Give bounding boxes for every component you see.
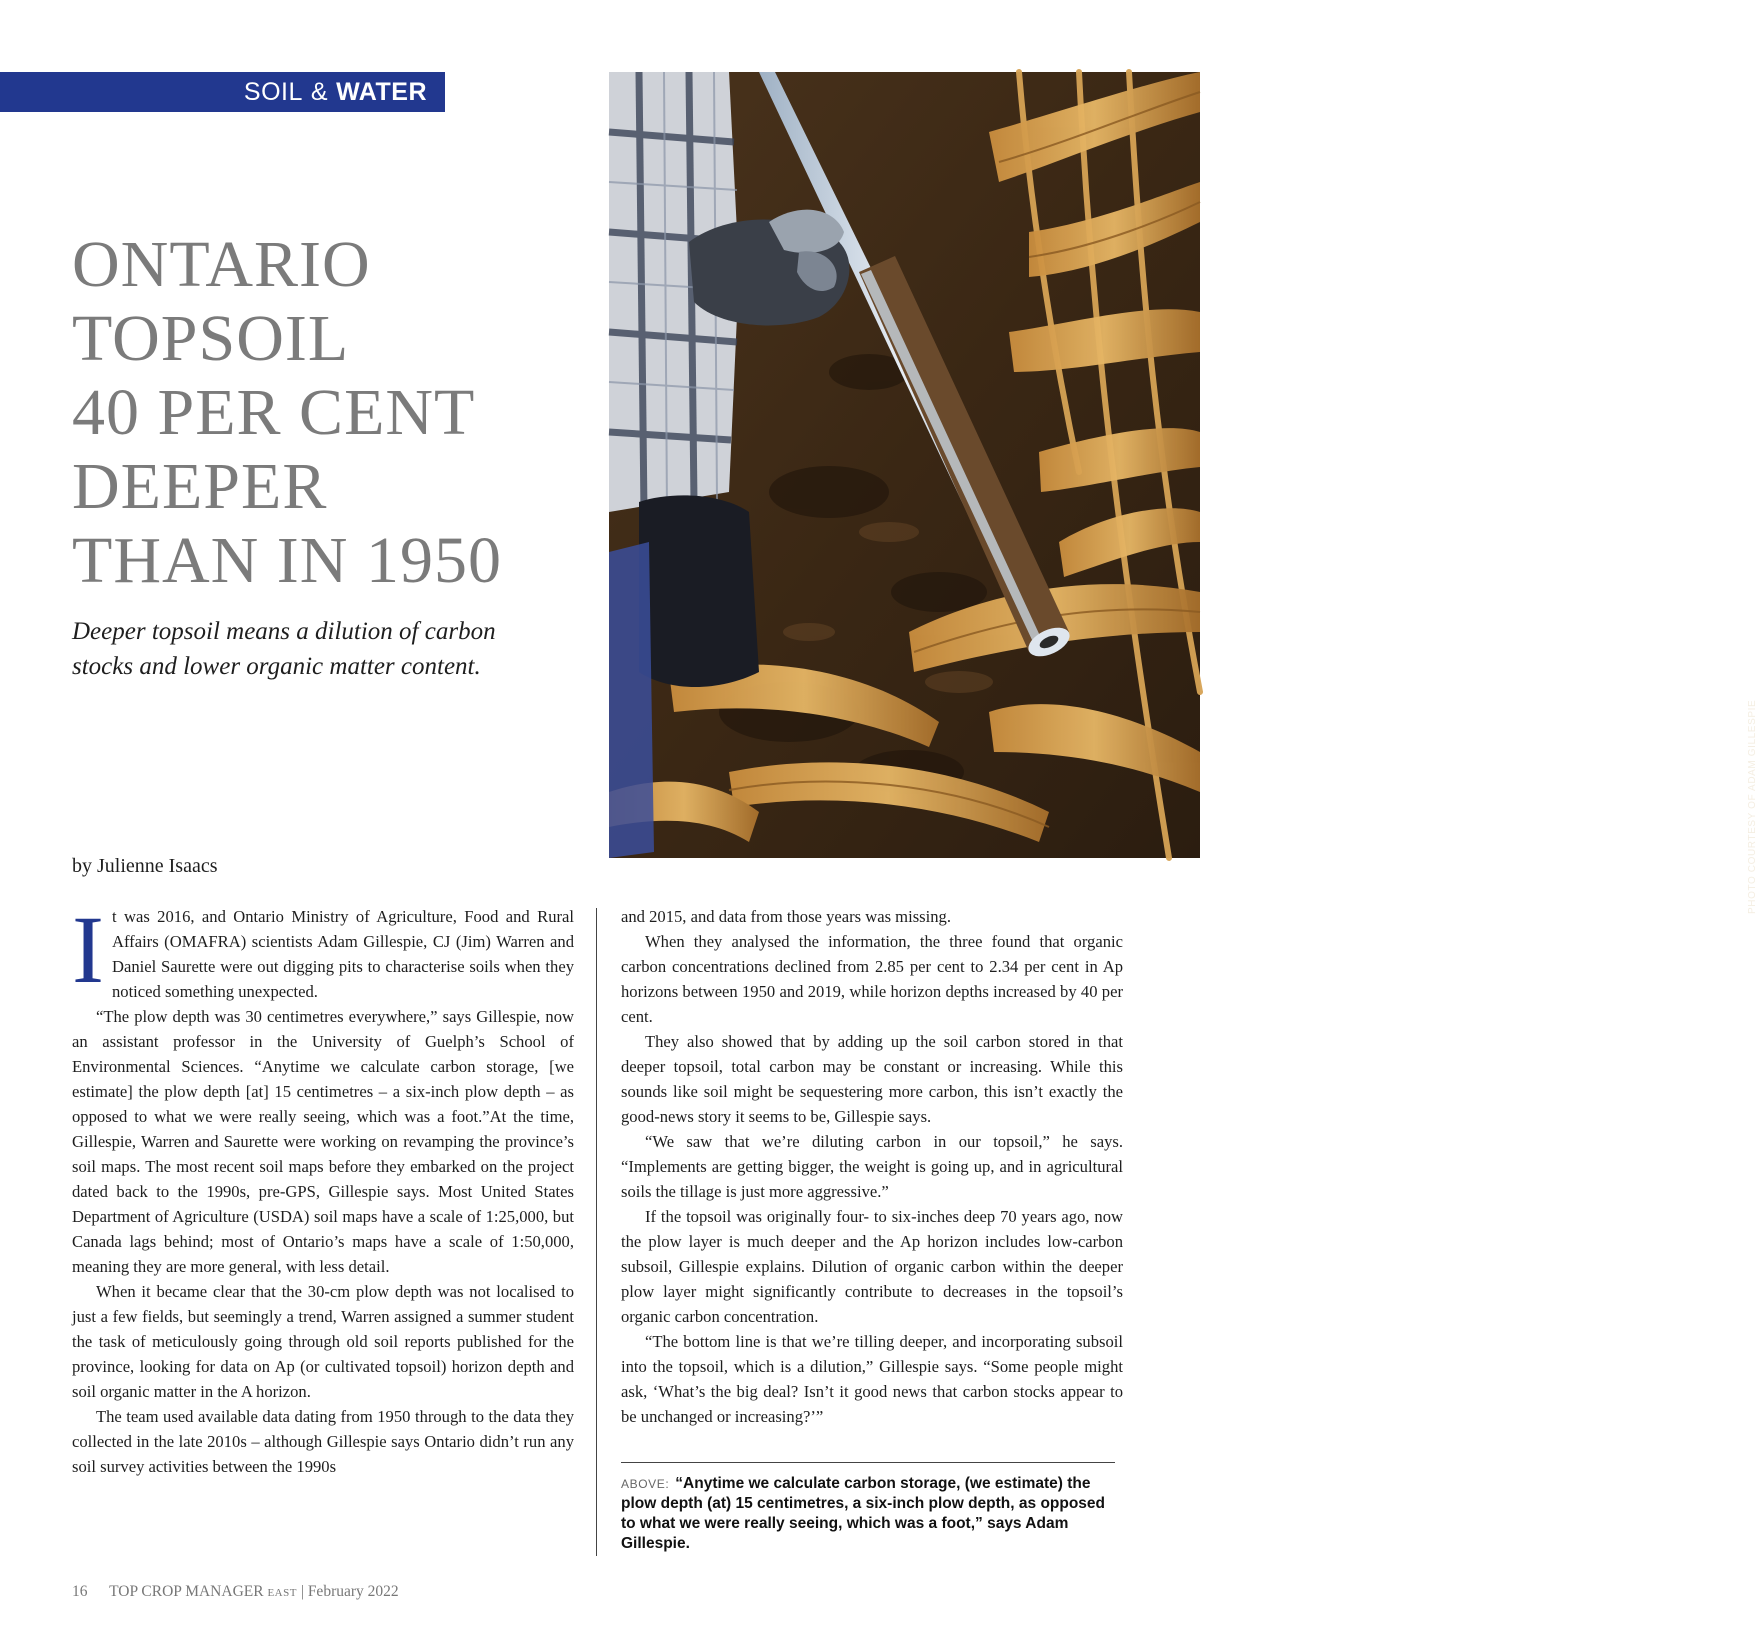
headline-line: THAN IN 1950: [72, 524, 502, 597]
publication-edition: EAST: [267, 1587, 297, 1599]
article-paragraph: and 2015, and data from those years was missing.: [621, 907, 951, 926]
publication-name: TOP CROP MANAGER: [109, 1583, 264, 1600]
footer-separator: |: [300, 1583, 304, 1600]
article-paragraph: If the topsoil was originally four- to six-inches deep 70 years ago, now the plow layer is much deeper and the Ap horizon includes low-carbon subsoil, Gillespie explains. Dilution of organic carbon within the deeper plow layer might significantly contribute to decreases in the topsoil’s organic carbon concentration.: [621, 1207, 1123, 1326]
photo-illustration: [609, 72, 1200, 858]
article-paragraph: “The bottom line is that we’re tilling deeper, and incorporating subsoil into the topsoil, which is a dilution,” Gillespie says. “Some people might ask, ‘What’s the big deal? Isn’t it good news that carbon stocks appear to be unchanged or increasing?’”: [621, 1332, 1123, 1426]
drop-cap: I: [72, 896, 104, 1003]
section-label-amp: &: [310, 77, 329, 106]
article-paragraph: When it became clear that the 30-cm plow depth was not localised to just a few fields, but seemingly a trend, Warren assigned a summer student the task of meticulously going through old soil reports published for the province, looking for data on Ap (or cultivated topsoil) horizon depth and soil organic matter in the A horizon.: [72, 1282, 574, 1401]
page-footer: [72, 1583, 399, 1601]
section-banner: [0, 72, 445, 112]
article-paragraph: “We saw that we’re diluting carbon in our topsoil,” he says. “Implements are getting bigger, the weight is going up, and in agricultural soils the tillage is just more aggressive.”: [621, 1132, 1123, 1201]
page-number: 16: [72, 1583, 88, 1600]
article-paragraph: “The plow depth was 30 centimetres everywhere,” says Gillespie, now an assistant professor in the University of Guelph’s School of Environmental Sciences. “Anytime we calculate carbon storage, [we estimate] the plow depth [at] 15 centimetres – a six-inch plow depth – as opposed to what we were really seeing, which was a foot.”At the time, Gillespie, Warren and Saurette were working on revamping the province’s soil maps. The most recent soil maps before they embarked on the project dated back to the 1990s, pre-GPS, Gillespie says. Most United States Department of Agriculture (USDA) soil maps have a scale of 1:25,000, but Canada lags behind; most of Ontario’s maps have a scale of 1:50,000, meaning they are more general, with less detail.: [72, 1007, 574, 1276]
issue-date: February 2022: [307, 1583, 399, 1600]
photo-caption: [621, 1474, 1121, 1554]
byline: by Julienne Isaacs: [72, 855, 218, 877]
headline-line: DEEPER: [72, 450, 328, 523]
photo-credit: PHOTO COURTESY OF ADAM GILLESPIE: [1747, 699, 1758, 914]
caption-label: ABOVE:: [621, 1477, 670, 1491]
article-paragraph: [72, 896, 574, 1004]
section-label-soil: SOIL: [243, 77, 303, 106]
article-column-left: [72, 896, 574, 1479]
column-divider: [596, 908, 597, 1556]
section-label-water: WATER: [336, 77, 427, 106]
headline-line: TOPSOIL: [72, 302, 350, 375]
article-paragraph-text: t was 2016, and Ontario Ministry of Agriculture, Food and Rural Affairs (OMAFRA) scientists Adam Gillespie, CJ (Jim) Warren and Daniel Saurette were out digging pits to characterise soils when they noticed something unexpected.: [111, 907, 574, 1001]
headline-line: ONTARIO: [72, 228, 371, 301]
headline: [72, 228, 592, 598]
article-photo: [609, 72, 1758, 914]
caption-divider: [621, 1462, 1115, 1463]
caption-text: “Anytime we calculate carbon storage, (we estimate) the plow depth (at) 15 centimetres, a six-inch plow depth, as opposed to what we were really seeing, which was a foot,” says Adam Gillespie.: [621, 1475, 1106, 1552]
article-paragraph: When they analysed the information, the three found that organic carbon concentrations declined from 2.85 per cent to 2.34 per cent in Ap horizons between 1950 and 2019, while horizon depths increased by 40 per cent.: [621, 932, 1123, 1026]
deck: Deeper topsoil means a dilution of carbon stocks and lower organic matter content.: [72, 618, 496, 680]
headline-line: 40 PER CENT: [72, 376, 476, 449]
article-paragraph: The team used available data dating from 1950 through to the data they collected in the late 2010s – although Gillespie says Ontario didn’t run any soil survey activities between the 1990s: [72, 1407, 574, 1476]
article-column-right: [621, 904, 1123, 1429]
article-paragraph: They also showed that by adding up the soil carbon stored in that deeper topsoil, total carbon may be constant or increasing. While this sounds like soil might be sequestering more carbon, this isn’t exactly the good-news story it seems to be, Gillespie says.: [621, 1032, 1123, 1126]
